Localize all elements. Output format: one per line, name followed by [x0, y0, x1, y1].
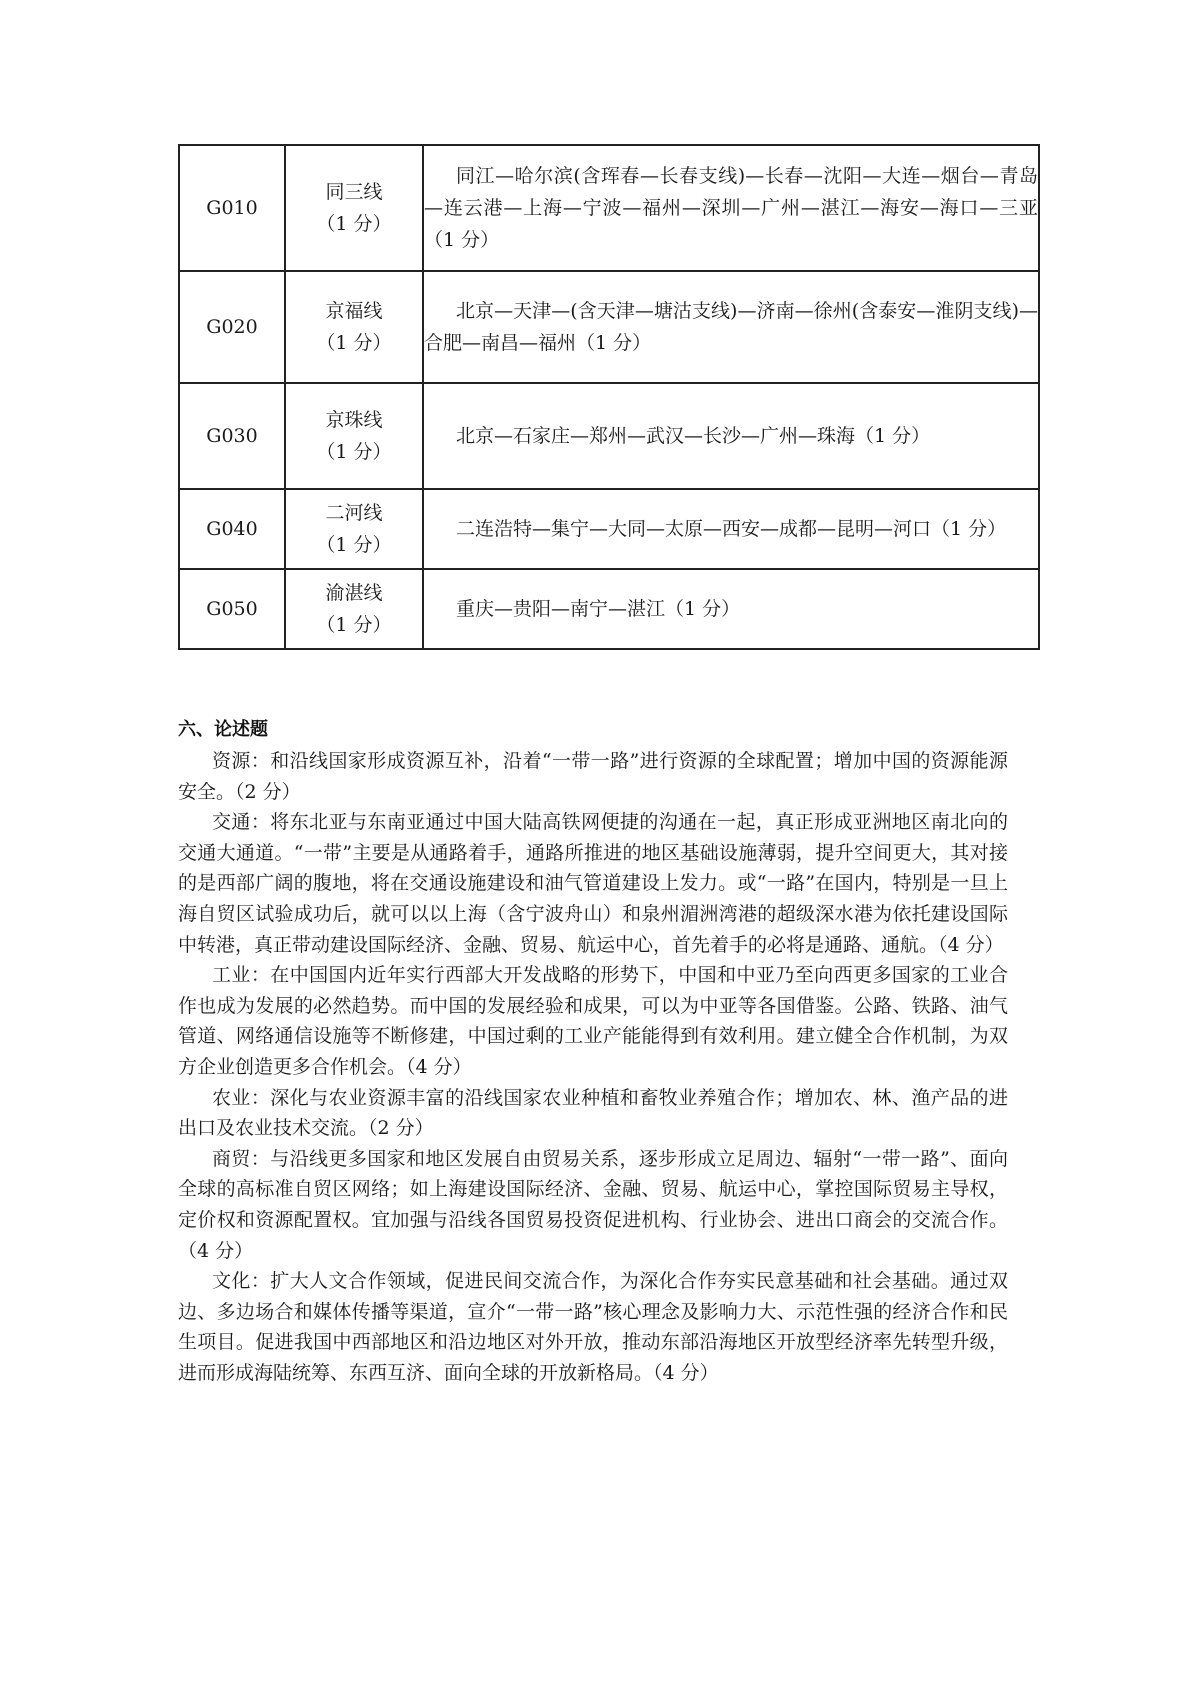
- highway-routes-table: [178, 144, 1040, 650]
- essay-paragraph: 资源：和沿线国家形成资源互补，沿着“一带一路”进行资源的全球配置；增加中国的资源能源安全。（2 分）: [178, 750, 1008, 803]
- route-code: G030: [179, 383, 285, 489]
- route-score: （1 分）: [316, 441, 392, 463]
- table-row: [179, 383, 1039, 489]
- route-score: （1 分）: [316, 614, 392, 636]
- essay-paragraph: 文化：扩大人文合作领域，促进民间交流合作，为深化合作夯实民意基础和社会基础。通过双边、多边场合和媒体传播等渠道，宣介“一带一路”核心理念及影响力大、示范性强的经济合作和民生项目。促进我国中西部地区和沿边地区对外开放，推动东部沿海地区开放型经济率先转型升级，进而形成海陆统筹、东西互济、面向全球的开放新格局。（4 分）: [178, 1270, 1008, 1384]
- route-path: 二连浩特—集宁—大同—太原—西安—成都—昆明—河口（1 分）: [423, 489, 1039, 569]
- route-path: 北京—石家庄—郑州—武汉—长沙—广州—珠海（1 分）: [423, 383, 1039, 489]
- route-name-cell: [285, 489, 423, 569]
- route-path: 同江—哈尔滨(含珲春—长春支线)—长春—沈阳—大连—烟台—青岛—连云港—上海—宁波—福州—深圳—广州—湛江—海安—海口—三亚（1 分）: [423, 145, 1039, 271]
- route-score: （1 分）: [316, 332, 392, 354]
- route-name-cell: [285, 383, 423, 489]
- essay-paragraph: 农业：深化与农业资源丰富的沿线国家农业种植和畜牧业养殖合作；增加农、林、渔产品的进出口及农业技术交流。（2 分）: [178, 1086, 1008, 1140]
- essay-section: [178, 714, 1008, 1388]
- route-name: 京珠线: [325, 409, 383, 431]
- route-name: 二河线: [325, 502, 383, 524]
- route-name: 渝湛线: [325, 582, 383, 604]
- route-name: 同三线: [325, 181, 383, 203]
- table-row: [179, 569, 1039, 649]
- route-name-cell: [285, 145, 423, 271]
- route-score: （1 分）: [316, 534, 392, 556]
- table-row: [179, 271, 1039, 383]
- essay-paragraph: 商贸：与沿线更多国家和地区发展自由贸易关系，逐步形成立足周边、辐射“一带一路”、面向全球的高标准自贸区网络；如上海建设国际经济、金融、贸易、航运中心，掌控国际贸易主导权，定价权和资源配置权。宜加强与沿线各国贸易投资促进机构、行业协会、进出口商会的交流合作。（4 分）: [178, 1147, 1008, 1262]
- route-code: G050: [179, 569, 285, 649]
- route-path: 重庆—贵阳—南宁—湛江（1 分）: [423, 569, 1039, 649]
- essay-paragraph: 交通：将东北亚与东南亚通过中国大陆高铁网便捷的沟通在一起，真正形成亚洲地区南北向的交通大通道。“一带”主要是从通路着手，通路所推进的地区基础设施薄弱，提升空间更大，其对接的是西部广阔的腹地，将在交通设施建设和油气管道建设上发力。或“一路”在国内，特别是一旦上海自贸区试验成功后，就可以以上海（含宁波舟山）和泉州湄洲湾港的超级深水港为依托建设国际中转港，真正带动建设国际经济、金融、贸易、航运中心，首先着手的必将是通路、通航。（4 分）: [178, 811, 1008, 956]
- table-row: [179, 145, 1039, 271]
- route-code: G040: [179, 489, 285, 569]
- route-code: G020: [179, 271, 285, 383]
- route-code: G010: [179, 145, 285, 271]
- route-score: （1 分）: [316, 213, 392, 235]
- route-name-cell: [285, 271, 423, 383]
- essay-paragraph: 工业：在中国国内近年实行西部大开发战略的形势下，中国和中亚乃至向西更多国家的工业合作也成为发展的必然趋势。而中国的发展经验和成果，可以为中亚等各国借鉴。公路、铁路、油气管道、网络通信设施等不断修建，中国过剩的工业产能能得到有效利用。建立健全合作机制，为双方企业创造更多合作机会。（4 分）: [178, 964, 1008, 1078]
- route-path: 北京—天津—(含天津—塘沽支线)—济南—徐州(含泰安—淮阴支线)—合肥—南昌—福州（1 分）: [423, 271, 1039, 383]
- table-row: [179, 489, 1039, 569]
- route-name: 京福线: [325, 300, 383, 322]
- section-heading: 六、论述题: [178, 719, 268, 740]
- route-name-cell: [285, 569, 423, 649]
